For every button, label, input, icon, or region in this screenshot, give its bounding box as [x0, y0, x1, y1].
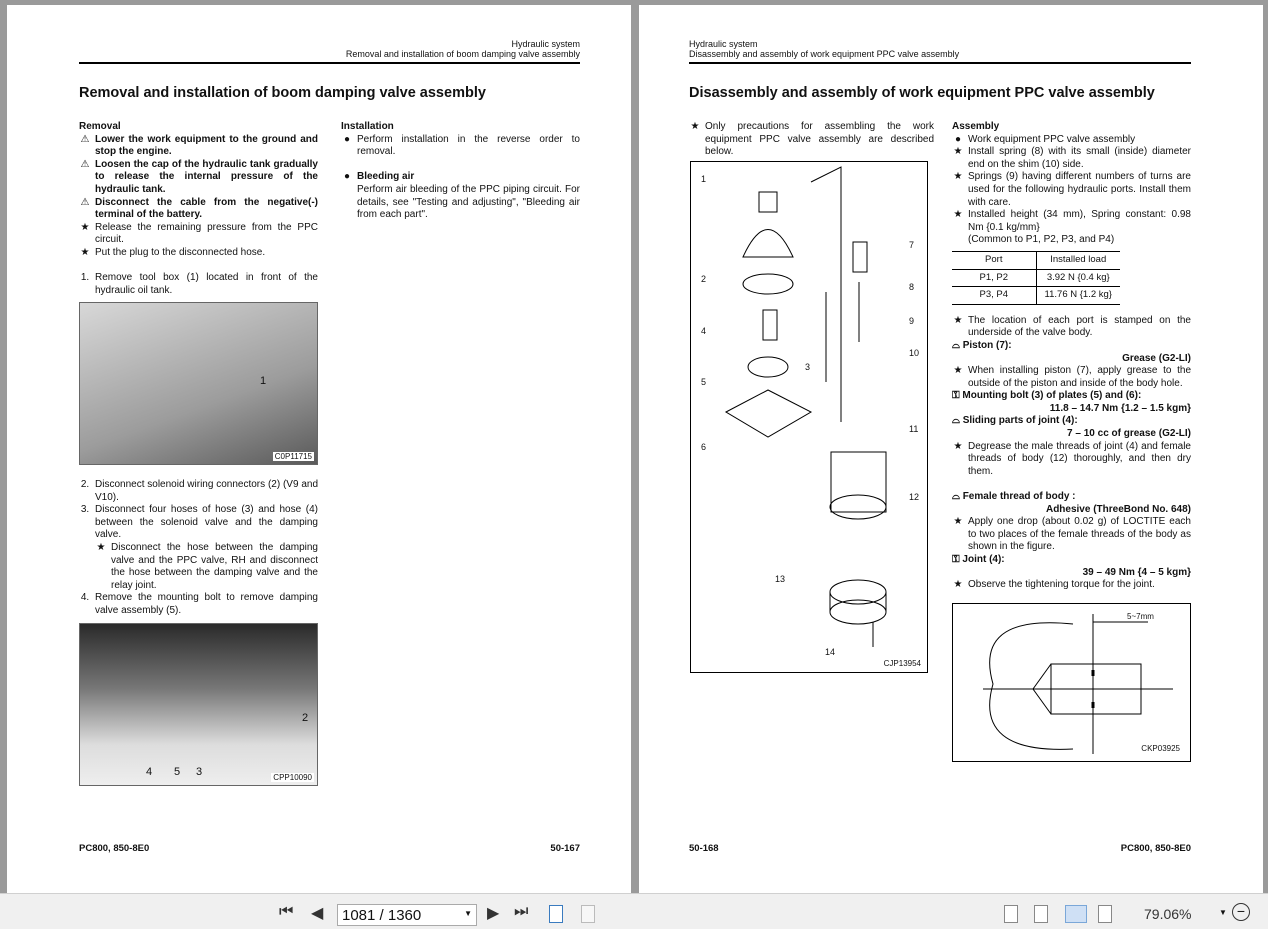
callout: 4: [701, 326, 707, 336]
page-value: 1081 / 1360: [342, 907, 422, 924]
single-page-view-icon[interactable]: [1004, 905, 1018, 923]
intro-text: Only precautions for assembling the work equipment PPC valve assembly are described below.: [705, 121, 934, 158]
note-text: Degrease the male threads of joint (4) and female threads of body (12) thoroughly, and then dry them.: [968, 440, 1191, 477]
assembly-column: Assembly ● Work equipment PPC valve assembly ★ Install spring (8) with its small (inside) diameter end on the shim (10) side. ★ Springs (9) having different numbers of turns are used for the following hydraulic ports. Install them with care. ★ Installed height (34 mm), Spring constant: 0.98 Nm {0.1 kg/mm} (Common to P1, P2, P3, and P4) Port Installed load P1, P2 3.92 N {0.4 kg} P3, P4 11.76 N {1.2 kg} ★ The location of each port is stamped on the underside of the valve body. ⌓ Piston (7): Grease (G2-LI) ★ When installing piston (7), apply grease to the outside of the piston and inside of the body hole. ⚿ Mounting bolt (3) of plates (5) and (6): 11.8 – 14.7 Nm {1.2 – 1.5 kgm} ⌓ Sliding parts of joint (4): 7 – 10 cc of grease (G2-LI) ★ Degrease the male threads of joint (4) and female threads of body (12) thoroughly, and then dry them. ⌓ Female thread of body : Adhesive (ThreeBond No. 648) ★ Apply one drop (about 0.02 g) of LOCTITE each to two places of the female threads of the body as shown in the figure. ⚿ Joint (4): 39 – 49 Nm {4 – 5 kgm} ★ Observe the tightening torque for the joint.: [952, 121, 1191, 591]
star-icon: ★: [80, 246, 90, 258]
callout: 1: [701, 174, 707, 184]
star-icon: ★: [953, 579, 963, 591]
warning-text: Loosen the cap of the hydraulic tank gradually to release the internal pressure of the hydraulic tank.: [95, 158, 318, 195]
grease-icon: ⌓: [952, 339, 960, 351]
note-text: Release the remaining pressure from the PPC circuit.: [95, 221, 318, 246]
toolbox-photo: [79, 302, 318, 465]
sliding-label: Sliding parts of joint (4):: [962, 415, 1078, 427]
step-4: Remove the mounting bolt to remove damping valve assembly (5).: [95, 592, 318, 616]
star-icon: ★: [690, 121, 700, 132]
header-title: Removal and installation of boom damping valve assembly: [345, 49, 580, 59]
warning-icon: ⚠: [80, 196, 90, 208]
adhesive-icon: ⌓: [952, 491, 960, 503]
note-text: Put the plug to the disconnected hose.: [95, 246, 266, 258]
note-text: The location of each port is stamped on the underside of the valve body.: [968, 314, 1191, 339]
figure-code: CJP13954: [883, 659, 921, 668]
steps-2-4: 2. Disconnect solenoid wiring connectors (2) (V9 and V10). 3. Disconnect four hoses of hose (3) and hose (4) between the solenoid valve and the damping valve. ★ Disconnect the hose between the damping valve and the PPC valve, RH and disconnect the hose between the damping valve and the relay joint. 4. Remove the mounting bolt to remove damping valve assembly (5).: [80, 479, 318, 616]
next-page-button[interactable]: ▶: [487, 905, 500, 922]
common-note: (Common to P1, P2, P3, and P4): [968, 234, 1115, 246]
next-view-icon[interactable]: [581, 905, 595, 923]
intro: [689, 121, 934, 159]
footer-page: 50-167: [550, 843, 580, 854]
right-page: [639, 5, 1263, 893]
page-header: [689, 39, 959, 59]
torque-wrench-icon: ⚿: [952, 554, 960, 565]
sliding-value: 7 – 10 cc of grease (G2-LI): [1067, 428, 1191, 440]
header-rule: [79, 62, 580, 64]
installation-heading: Installation: [341, 121, 394, 132]
table-row: [952, 269, 1120, 287]
warning-text: Disconnect the cable from the negative(-) terminal of the battery.: [95, 196, 318, 221]
damping-valve-photo: [79, 623, 318, 786]
install-text: Perform installation in the reverse order to removal.: [357, 133, 580, 158]
table-header: Port: [952, 251, 1036, 269]
note-text: Springs (9) having different numbers of turns are used for the following hydraulic ports. Install them with care.: [968, 171, 1191, 208]
callout: 10: [909, 348, 920, 358]
cell: 11.76 N {1.2 kg}: [1036, 287, 1120, 305]
left-page: [7, 5, 631, 893]
bleeding-text: Perform air bleeding of the PPC piping circuit. For details, see "Testing and adjusting", "Bleeding air from each part".: [357, 183, 580, 221]
step-2: Disconnect solenoid wiring connectors (2) (V9 and V10).: [95, 479, 318, 503]
table-header: Installed load: [1036, 251, 1120, 269]
installed-load-table: [952, 251, 1120, 305]
callout: 2: [302, 712, 309, 724]
step-1: Remove tool box (1) located in front of the hydraulic oil tank.: [95, 272, 318, 296]
thread-figure: [952, 603, 1191, 762]
page-title: Removal and installation of boom damping valve assembly: [79, 85, 486, 101]
bolt-value: 11.8 – 14.7 Nm {1.2 – 1.5 kgm}: [1049, 402, 1191, 414]
callout: 9: [909, 316, 915, 326]
step-3: Disconnect four hoses of hose (3) and hose (4) between the solenoid valve and the damping valve.: [95, 504, 318, 541]
continuous-view-icon[interactable]: [1034, 905, 1048, 923]
callout: 5: [701, 377, 707, 387]
callout: 13: [775, 574, 786, 584]
photo-code: CPP10090: [273, 773, 312, 782]
note-text: Disconnect the hose between the damping valve and the PPC valve, RH and disconnect the hose between the damping valve and the relay joint.: [111, 541, 318, 591]
torque-wrench-icon: ⚿: [952, 390, 960, 402]
footer-model: PC800, 850-8E0: [79, 843, 150, 854]
header-title: Disassembly and assembly of work equipment PPC valve assembly: [689, 49, 960, 59]
star-icon: ★: [953, 440, 963, 452]
callout: 5: [174, 766, 181, 778]
callout: 12: [909, 492, 920, 502]
photo-code: C0P11715: [274, 452, 312, 461]
two-page-view-icon[interactable]: [1065, 905, 1087, 923]
grease-icon: ⌓: [952, 415, 960, 427]
header-section: Hydraulic system: [511, 39, 580, 49]
previous-page-button[interactable]: ◀: [311, 905, 324, 922]
footer-page: 50-168: [689, 843, 719, 854]
zoom-out-icon[interactable]: −: [1232, 903, 1250, 921]
note-text: Apply one drop (about 0.02 g) of LOCTITE each to two places of the female threads of the body as shown in the figure.: [968, 516, 1191, 553]
callout: 1: [260, 375, 267, 387]
callout: 8: [909, 282, 915, 292]
callout: 11: [909, 424, 919, 434]
star-icon: ★: [953, 365, 963, 377]
callout: 6: [701, 442, 707, 452]
first-page-button[interactable]: ⏮: [279, 903, 294, 920]
callout: 14: [825, 647, 836, 657]
bolt-label: Mounting bolt (3) of plates (5) and (6):: [962, 390, 1142, 402]
table-row: [952, 287, 1120, 305]
joint-value: 39 – 49 Nm {4 – 5 kgm}: [1082, 566, 1191, 578]
star-icon: ★: [96, 541, 106, 553]
cell: P1, P2: [952, 269, 1036, 287]
removal-column: Removal ⚠ Lower the work equipment to the ground and stop the engine. ⚠ Loosen the cap of the hydraulic tank gradually to release the internal pressure of the hydraulic tank. ⚠ Disconnect the cable from the negative(-) terminal of the battery. ★ Release the remaining pressure from the PPC circuit. ★ Put the plug to the disconnected hose. 1. Remove tool box (1) located in front of the hydraulic oil tank.: [79, 121, 318, 296]
installation-column: Installation ● Perform installation in the reverse order to removal. ● Bleeding air Perform air bleeding of the PPC piping circuit. For details, see "Testing and adjusting", "Bleeding air from each part".: [341, 121, 580, 221]
female-value: Adhesive (ThreeBond No. 648): [1045, 503, 1191, 515]
thread-drawing: [953, 604, 1190, 761]
last-page-button[interactable]: ⏭: [514, 903, 529, 920]
exploded-view-figure: [690, 161, 928, 673]
note-text: Observe the tightening torque for the joint.: [968, 579, 1155, 591]
star-icon: ★: [80, 221, 90, 233]
figure-code: CKP03925: [1141, 744, 1180, 753]
cell: 3.92 N {0.4 kg}: [1036, 269, 1120, 287]
assembly-heading: Assembly: [952, 121, 1000, 132]
callout: 3: [805, 362, 811, 372]
bleeding-heading: Bleeding air: [357, 171, 415, 183]
footer-model: PC800, 850-8E0: [1120, 843, 1191, 854]
chevron-down-icon[interactable]: ▼: [464, 909, 472, 918]
exploded-view-drawing: [691, 162, 927, 672]
assembly-bullet: Work equipment PPC valve assembly: [968, 133, 1136, 145]
removal-heading: Removal: [79, 121, 121, 132]
note-text: Installed height (34 mm), Spring constant: 0.98 Nm {0.1 kg/mm}: [968, 209, 1191, 233]
star-icon: ★: [953, 209, 963, 221]
note-text: Install spring (8) with its small (inside) diameter end on the shim (10) side.: [968, 146, 1191, 170]
joint-label: Joint (4):: [962, 554, 1005, 565]
header-rule: [689, 62, 1191, 64]
zoom-dropdown-icon[interactable]: ▼: [1219, 908, 1227, 917]
piston-label: Piston (7):: [962, 339, 1012, 351]
piston-value: Grease (G2-LI): [1122, 352, 1191, 364]
warning-icon: ⚠: [80, 133, 90, 145]
zoom-level[interactable]: 79.06%: [1144, 906, 1192, 922]
callout: 2: [701, 274, 707, 284]
previous-view-icon[interactable]: [549, 905, 563, 923]
cell: P3, P4: [952, 287, 1036, 305]
star-icon: ★: [953, 314, 963, 326]
dimension-label: 5~7mm: [1127, 612, 1154, 621]
star-icon: ★: [953, 146, 963, 158]
callout: 4: [146, 766, 153, 778]
female-label: Female thread of body :: [962, 491, 1076, 503]
callout: 7: [909, 240, 915, 250]
star-icon: ★: [953, 516, 963, 528]
note-text: When installing piston (7), apply grease to the outside of the piston and inside of the body hole.: [968, 365, 1191, 389]
two-page-continuous-view-icon[interactable]: [1098, 905, 1112, 923]
page-header: [346, 39, 580, 59]
star-icon: ★: [953, 171, 963, 183]
header-section: Hydraulic system: [689, 39, 758, 49]
warning-icon: ⚠: [80, 158, 90, 170]
page-title: Disassembly and assembly of work equipment PPC valve assembly: [689, 85, 1155, 101]
callout: 3: [196, 766, 203, 778]
page-number-input[interactable]: [337, 904, 477, 926]
warning-text: Lower the work equipment to the ground and stop the engine.: [95, 133, 318, 158]
